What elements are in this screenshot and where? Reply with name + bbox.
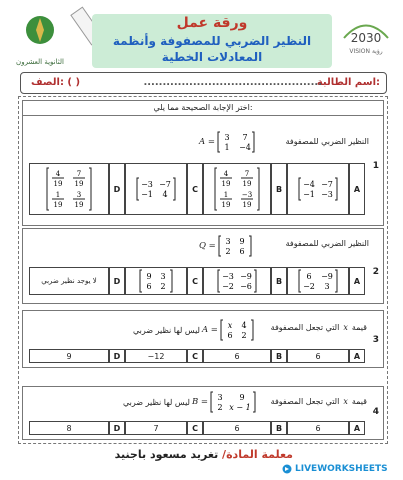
svg-text:1: 1 xyxy=(55,191,61,199)
svg-text:19: 19 xyxy=(221,201,231,209)
option-b[interactable]: 6 xyxy=(203,421,271,435)
option-letter: D xyxy=(109,163,125,215)
options-row-q3 xyxy=(29,349,365,363)
title-banner xyxy=(92,14,332,68)
option-a[interactable] xyxy=(287,267,349,295)
option-letter: C xyxy=(187,267,203,295)
option-letter: B xyxy=(271,163,287,215)
worksheet-subtitle-1: النظير الضربي للمصفوفة وأنظمة xyxy=(112,34,312,48)
svg-text:−2: −2 xyxy=(303,282,315,291)
svg-text:−4: −4 xyxy=(303,180,315,189)
svg-text:9: 9 xyxy=(239,237,245,246)
svg-text:−1: −1 xyxy=(303,190,315,199)
option-b[interactable] xyxy=(203,267,271,295)
prompt-text-b: التي تجعل المصفوفة xyxy=(270,323,340,332)
liveworksheets-logo-icon xyxy=(282,464,292,474)
svg-text:4: 4 xyxy=(223,170,229,178)
question-number: 2 xyxy=(372,267,379,277)
prompt-text-c: ليس لها نظير ضربي xyxy=(123,397,190,407)
matrix-label: A = xyxy=(201,325,218,335)
matrix-bracket-icon xyxy=(210,391,256,413)
student-name-field[interactable]: ............................................... xyxy=(143,77,322,88)
svg-text:6: 6 xyxy=(146,282,152,291)
svg-text:−3: −3 xyxy=(222,272,234,281)
option-letter: A xyxy=(349,349,365,363)
vision-label: VISION رؤية xyxy=(349,48,383,55)
question-number: 3 xyxy=(372,335,379,345)
variable-x: x xyxy=(343,397,348,406)
instruction-text: اختر الإجابة الصحيحة مما يلي: xyxy=(153,103,253,112)
svg-text:−2: −2 xyxy=(222,282,234,291)
question-number: 4 xyxy=(372,407,379,417)
svg-text:19: 19 xyxy=(53,180,63,188)
matrix-bracket-icon xyxy=(217,131,255,153)
svg-text:3: 3 xyxy=(76,191,82,199)
svg-text:6: 6 xyxy=(239,247,245,256)
question-3-box xyxy=(22,310,384,368)
svg-text:3: 3 xyxy=(160,272,166,281)
svg-text:2: 2 xyxy=(217,403,223,412)
option-letter: C xyxy=(187,349,203,363)
option-b[interactable]: 6 xyxy=(203,349,271,363)
prompt-text: النظير الضربي للمصفوفة xyxy=(285,136,369,146)
option-d[interactable]: 8 xyxy=(29,421,109,435)
option-letter: B xyxy=(271,267,287,295)
option-letter: D xyxy=(109,421,125,435)
variable-x: x xyxy=(343,323,348,332)
matrix-q-q2 xyxy=(199,235,252,257)
svg-text:7: 7 xyxy=(244,170,250,178)
svg-text:2: 2 xyxy=(241,331,247,340)
svg-text:9: 9 xyxy=(239,393,245,402)
worksheet-title: ورقة عمل xyxy=(176,15,248,31)
svg-text:19: 19 xyxy=(242,201,252,209)
matrix-bracket-icon xyxy=(218,235,252,257)
matrix-a-q3 xyxy=(133,319,254,341)
option-d[interactable]: 9 xyxy=(29,349,109,363)
student-name-label: اسم الطالبة: xyxy=(316,77,380,88)
svg-text:19: 19 xyxy=(221,180,231,188)
option-a[interactable]: 6 xyxy=(287,421,349,435)
question-4-prompt xyxy=(271,397,367,406)
svg-text:3: 3 xyxy=(224,133,230,142)
svg-text:2: 2 xyxy=(160,282,166,291)
svg-text:−7: −7 xyxy=(321,180,333,189)
svg-text:19: 19 xyxy=(53,201,63,209)
prompt-text-c: ليس لها نظير ضربي xyxy=(133,325,200,335)
svg-text:1: 1 xyxy=(224,143,230,152)
student-info-bar xyxy=(20,72,387,94)
option-a[interactable] xyxy=(287,163,349,215)
svg-text:x − 1: x − 1 xyxy=(229,403,251,412)
svg-text:1: 1 xyxy=(223,191,229,199)
svg-text:7: 7 xyxy=(76,170,82,178)
options-row-q2 xyxy=(29,267,365,295)
svg-text:−1: −1 xyxy=(141,190,153,199)
class-field[interactable]: الصف: ( ) xyxy=(31,77,81,88)
svg-text:2030: 2030 xyxy=(350,31,382,45)
option-c[interactable] xyxy=(125,267,187,295)
school-logo-text: الثانوية العشرون xyxy=(16,58,64,66)
option-d[interactable]: لا يوجد نظير ضربي xyxy=(29,267,109,295)
option-a[interactable]: 6 xyxy=(287,349,349,363)
option-letter: C xyxy=(187,163,203,215)
svg-text:−6: −6 xyxy=(240,282,252,291)
svg-text:−3: −3 xyxy=(241,191,253,199)
option-c[interactable]: −12 xyxy=(125,349,187,363)
svg-text:4: 4 xyxy=(55,170,61,178)
matrix-a-q1 xyxy=(199,131,255,153)
option-c[interactable] xyxy=(125,163,187,215)
teacher-label: معلمة المادة/ xyxy=(222,448,293,461)
option-letter: C xyxy=(187,421,203,435)
svg-text:−7: −7 xyxy=(159,180,171,189)
option-letter: D xyxy=(109,267,125,295)
worksheet-subtitle-2: المعادلات الخطية xyxy=(161,50,263,64)
svg-text:4: 4 xyxy=(162,190,168,199)
prompt-text: النظير الضربي للمصفوفة xyxy=(285,239,369,248)
prompt-text-a: قيمة xyxy=(351,397,367,406)
svg-text:−3: −3 xyxy=(321,190,333,199)
teacher-name: تغريد مسعود باجنيد xyxy=(114,448,219,461)
question-1-box xyxy=(22,100,384,226)
svg-text:x: x xyxy=(227,321,233,330)
school-logo xyxy=(340,10,403,72)
matrix-label: B = xyxy=(191,397,209,407)
option-letter: B xyxy=(271,421,287,435)
option-c[interactable]: 7 xyxy=(125,421,187,435)
options-row-q1 xyxy=(29,163,365,215)
matrix-label: Q = xyxy=(199,241,216,251)
svg-text:3: 3 xyxy=(225,237,231,246)
question-number: 1 xyxy=(372,161,379,171)
svg-text:−9: −9 xyxy=(240,272,252,281)
svg-text:−3: −3 xyxy=(141,180,153,189)
svg-text:19: 19 xyxy=(74,180,84,188)
prompt-text-a: قيمة xyxy=(351,323,367,332)
svg-text:2: 2 xyxy=(225,247,231,256)
matrix-bracket-icon xyxy=(220,319,254,341)
svg-text:−4: −4 xyxy=(239,143,251,152)
matrix-label: A = xyxy=(199,137,215,147)
question-4-box xyxy=(22,386,384,440)
option-letter: B xyxy=(271,349,287,363)
question-2-box xyxy=(22,228,384,304)
liveworksheets-brand xyxy=(282,464,388,474)
option-d[interactable] xyxy=(29,163,109,215)
options-row-q4 xyxy=(29,421,365,435)
svg-text:19: 19 xyxy=(74,201,84,209)
svg-text:−9: −9 xyxy=(321,272,333,281)
question-3-prompt xyxy=(271,323,367,332)
option-letter: D xyxy=(109,349,125,363)
svg-text:9: 9 xyxy=(146,272,152,281)
svg-text:6: 6 xyxy=(227,331,233,340)
option-letter: A xyxy=(349,421,365,435)
teacher-signature xyxy=(115,448,293,461)
option-letter: A xyxy=(349,267,365,295)
prompt-text-b: التي تجعل المصفوفة xyxy=(270,397,340,406)
svg-text:4: 4 xyxy=(241,321,247,330)
matrix-b-q4 xyxy=(123,391,256,413)
svg-text:3: 3 xyxy=(217,393,223,402)
svg-text:6: 6 xyxy=(306,272,312,281)
svg-text:3: 3 xyxy=(324,282,330,291)
option-b[interactable] xyxy=(203,163,271,215)
option-letter: A xyxy=(349,163,365,215)
svg-text:19: 19 xyxy=(242,180,252,188)
svg-text:7: 7 xyxy=(242,133,248,142)
brand-text: LIVEWORKSHEETS xyxy=(295,464,388,474)
